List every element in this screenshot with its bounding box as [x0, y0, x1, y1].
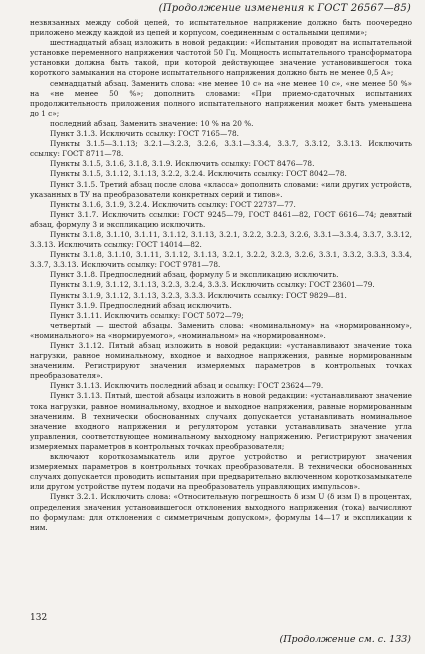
- paragraph: Пункты 3.1.5, 3.1.6, 3.1.8, 3.1.9. Исключить ссылку: ГОСТ 8476—78.: [50, 159, 315, 169]
- paragraph: Пункты 3.1.9, 3.1.12, 3.1.13, 3.2.3, 3.3.3. Исключить ссылку: ГОСТ 9829—81.: [50, 290, 347, 300]
- paragraph: Пункт 3.1.9. Предпоследний абзац исключить.: [50, 300, 232, 310]
- paragraph: Пункты 3.1.5—3.1.13; 3.2.1—3.2.3, 3.2.6, 3.3.1—3.3.4, 3.3.7, 3.3.12, 3.3.13. Исключить ссылку: ГОСТ 8711—78.: [30, 139, 412, 159]
- paragraph: семнадцатый абзац. Заменить слова: «не менее 10 с» на «не менее 10 с», «не менее 50 %» на «не менее 50 %»; дополнить словами: «При приемо-сдаточных испытаниях продолжительность приложения полного испытательного напряжения может быть уменьшена до 1 с»;: [30, 78, 412, 118]
- paragraph: Пункт 3.1.11. Исключить ссылку: ГОСТ 5072—79;: [50, 310, 244, 320]
- paragraph: Пункт 3.1.7. Исключить ссылки: ГОСТ 9245—79, ГОСТ 8461—82, ГОСТ 6616—74; девятый абзац, формулу 3 и экспликацию исключить.: [30, 209, 412, 229]
- paragraph: Пункт 3.1.8. Предпоследний абзац, формулу 5 и экспликацию исключить.: [50, 270, 339, 280]
- continuation-note: (Продолжение см. с. 133): [279, 634, 411, 645]
- paragraph: Пункты 3.1.5, 3.1.12, 3.1.13, 3.2.2, 3.2.4. Исключить ссылку: ГОСТ 8042—78.: [50, 169, 347, 179]
- running-header: (Продолжение изменения к ГОСТ 26567—85): [158, 3, 411, 14]
- paragraph: шестнадцатый абзац изложить в новой редакции: «Испытания проводят на испытательной установке переменного напряжения частотой 50 Гц. Мощность испытательного трансформатора установки должна быть такой, при которой действующее значение установившегося тока короткого замыкания на стороне испытательного напряжения должно быть не менее 0,5 А»;: [30, 38, 412, 78]
- paragraph: Пункты 3.1.8, 3.1.10, 3.1.11, 3.1.12, 3.1.13, 3.2.1, 3.2.2, 3.2.3, 3.2.6, 3.3.1—3.3.4, 3.3.7, 3.3.12, 3.3.13. Исключить ссылку: ГОСТ 14014—82.: [30, 229, 412, 250]
- paragraph: Пункт 3.1.13. Пятый, шестой абзацы изложить в новой редакции: «устанавливают значение тока нагрузки, равное номинальному, входное и выходное напряжения, равные нормированным значениям. В технически обоснованных случаях допускается устанавливать номинальное значение входного напряжения и регулятором уставки устанавливать значение угла управления, соответствующее номинальному выходному напряжению. Регистрируют значения измеряемых параметров в контрольных точках преобразователя;: [30, 391, 412, 451]
- paragraph: Пункты 3.1.9, 3.1.12, 3.1.13, 3.2.3, 3.2.4, 3.3.3. Исключить ссылку: ГОСТ 23601—79.: [50, 280, 375, 290]
- paragraph: незвязанных между собой цепей, то испытательное напряжение должно быть поочередно приложено между каждой из цепей и корпусом, соединенным с остальными цепями»;: [30, 18, 412, 38]
- paragraph: последний абзац. Заменить значение: 10 % на 20 %.: [50, 118, 254, 128]
- document-body: [30, 18, 412, 533]
- paragraph: Пункт 3.1.13. Исключить последний абзац и ссылку: ГОСТ 23624—79.: [50, 381, 324, 391]
- paragraph: Пункт 3.2.1. Исключить слова: «Относительную погрешность δ изм U (δ изм I) в процентах, определения значения установившегося отклонения выходного напряжения (тока) вычисляют по формулам: для отклонения с симметричным допуском», формулы 14—17 и экспликации к ним.: [30, 492, 412, 532]
- paragraph: Пункт 3.1.12. Пятый абзац изложить в новой редакции: «устанавливают значение тока нагрузки, равное номинальному, входное и выходное напряжения, равные нормированным значениям. Регистрируют значения измеряемых параметров в контрольных точках преобразователя».: [30, 341, 412, 381]
- paragraph: Пункты 3.1.6, 3.1.9, 3.2.4. Исключить ссылку: ГОСТ 22737—77.: [50, 199, 296, 209]
- page-number: 132: [30, 613, 48, 623]
- paragraph: включают короткозамыкатель или другое устройство и регистрируют значения измеряемых параметров в контрольных точках преобразователя. В технически обоснованных случаях допускается проводить испытания при предварительно включенном короткозамыкателе или другом устройстве путем подачи на преобразователь управляющих импульсов».: [30, 452, 412, 492]
- paragraph: Пункт 3.1.5. Третий абзац после слова «класса» дополнить словами: «или других устройств, указанных в ТУ на преобразователи конкретных серий и типов».: [30, 179, 412, 199]
- paragraph: Пункты 3.1.8, 3.1.10, 3.1.11, 3.1.12, 3.1.13, 3.2.1, 3.2.2, 3.2.3, 3.2.6, 3.3.1, 3.3.2, 3.3.3, 3.3.4, 3.3.7, 3.3.13. Исключить ссылку: ГОСТ 9781—78.: [30, 250, 412, 270]
- paragraph: Пункт 3.1.3. Исключить ссылку: ГОСТ 7165—78.: [50, 129, 239, 139]
- paragraph: четвертый — шестой абзацы. Заменить слова: «номинальному» на «нормированному», «номинального» на «нормируемого», «номинальном» на «нормированном».: [30, 320, 412, 340]
